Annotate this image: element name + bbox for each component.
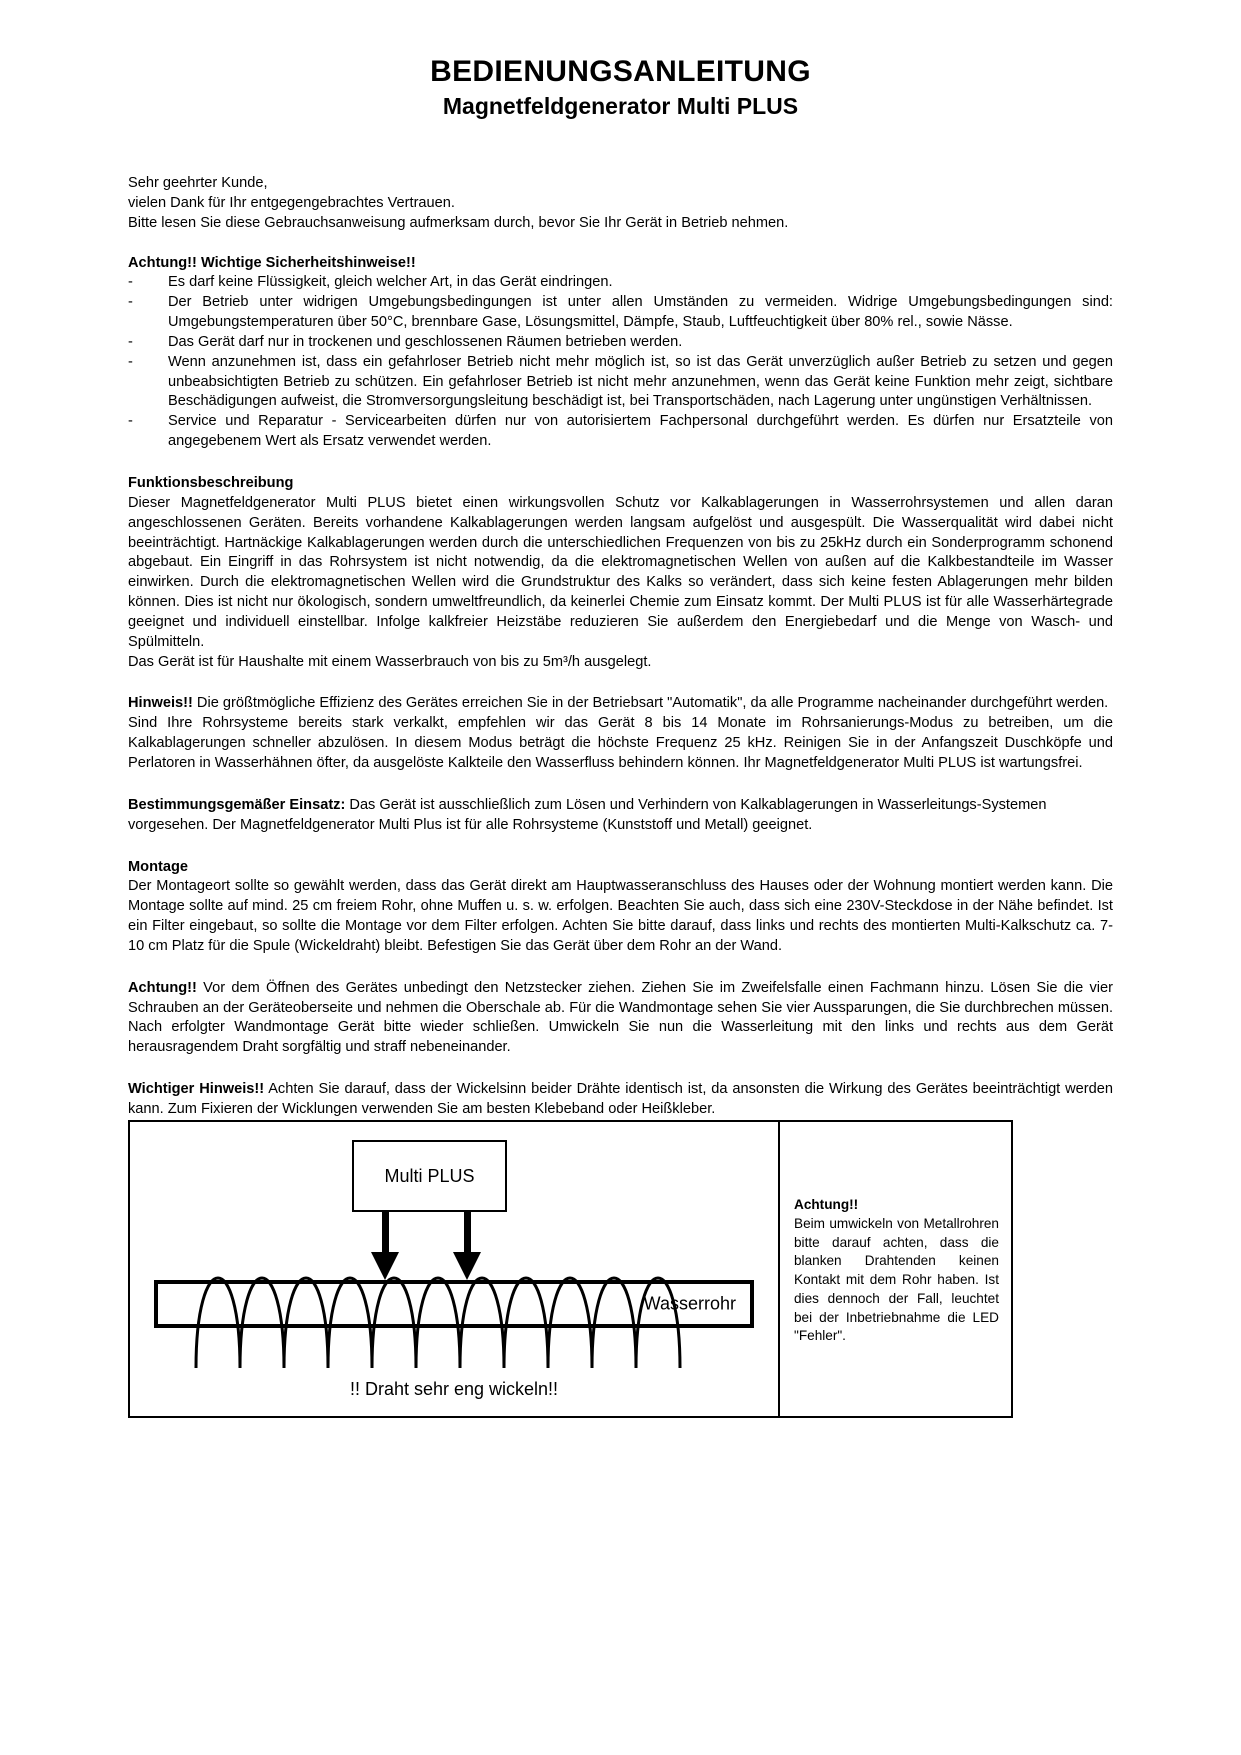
function-description-paragraph-2: Das Gerät ist für Haushalte mit einem Wasserbrauch von bis zu 5m³/h ausgelegt. [128, 653, 652, 670]
hinweis-text: Die größtmögliche Effizienz des Gerätes erreichen Sie in der Betriebsart "Automatik", da alle Programme nacheinander durchgeführt werden. [192, 695, 1109, 712]
achtung-open-device-section [128, 979, 1113, 1058]
list-item [128, 273, 1113, 293]
achtung-open-device-text: Vor dem Öffnen des Gerätes unbedingt den Netzstecker ziehen. Ziehen Sie im Zweifelsfalle einen Fachmann hinzu. Lösen Sie die vier Schrauben an der Geräteoberseite und nehmen die Oberschale ab. Für die Wandmontage sehen Sie vier Aussparungen, die Sie durchbrechen müssen. Nach erfolgter Wandmontage Gerät bitte wieder schließen. Umwickeln Sie nun die Wasserleitung mit den links und rechts aus dem Gerät herausragendem Draht sorgfältig und straff nebeneinander. [128, 979, 1113, 1056]
wichtiger-hinweis-text: Achten Sie darauf, dass der Wickelsinn beider Drähte identisch ist, da ansonsten die Wirkung des Gerätes beeinträchtigt werden kann. Zum Fixieren der Wicklungen verwenden Sie am besten Klebeband oder Heißkleber. [128, 1081, 1113, 1117]
figure-note-title: Achtung!! [794, 1197, 859, 1212]
list-item [128, 412, 1113, 452]
list-item [128, 353, 1113, 413]
list-item [128, 293, 1113, 333]
spacer [128, 234, 1113, 254]
safety-heading: Achtung!! Wichtige Sicherheitshinweise!! [128, 254, 416, 271]
bullet-dash-icon: - [128, 274, 133, 291]
arrow-head [371, 1252, 399, 1280]
spacer [128, 957, 1113, 979]
arrow-stem [382, 1212, 389, 1256]
arrow-head [453, 1252, 481, 1280]
function-description-section [128, 474, 1113, 672]
intro-line-2: vielen Dank für Ihr entgegengebrachtes Vertrauen. [128, 194, 455, 211]
arrow-stem [464, 1212, 471, 1256]
hinweis-section [128, 694, 1113, 773]
pipe-label: Wasserrohr [643, 1293, 736, 1314]
list-item-text: Service und Reparatur - Servicearbeiten dürfen nur von autorisiertem Fachpersonal durchgeführt werden. Es dürfen nur Ersatzteile von angegebenem Wert als Ersatz verwendet werden. [168, 413, 1113, 450]
spacer [128, 774, 1113, 796]
bullet-dash-icon: - [128, 413, 133, 430]
intended-use-section [128, 796, 1113, 836]
intended-use-label: Bestimmungsgemäßer Einsatz: [128, 796, 346, 813]
page-content [128, 0, 1113, 1120]
wire-arrow-right-icon [460, 1212, 474, 1280]
montage-section [128, 858, 1113, 957]
figure-diagram [130, 1122, 780, 1416]
hinweis-paragraph [128, 694, 1113, 714]
installation-figure [128, 1120, 1013, 1418]
figure-caption: !! Draht sehr eng wickeln!! [349, 1379, 559, 1399]
figure-note-body: Beim umwickeln von Metallrohren bitte darauf achten, dass die blanken Drahtenden keinen Kontakt mit dem Rohr haben. Ist dies dennoch der Fall, leuchtet bei der Inbetriebnahme die LED "Fehler". [794, 1215, 999, 1344]
spacer [128, 672, 1113, 694]
montage-paragraph: Der Montageort sollte so gewählt werden, dass das Gerät direkt am Hauptwasseranschluss des Hauses oder der Wohnung montiert werden kann. Die Montage sollte auf mind. 25 cm freiem Rohr, ohne Muffen u. s. w. erfolgen. Beachten Sie auch, dass sich eine 230V-Steckdose in der Nähe befindet. Ist ein Filter eingebaut, so sollte die Montage vor dem Filter erfolgen. Achten Sie bitte darauf, dass links und rechts des montierten Multi-Kalkschutz ca. 7-10 cm Platz für die Spule (Wickeldraht) bleibt. Befestigen Sie das Gerät über dem Rohr an der Wand. [128, 878, 1113, 954]
wire-arrow-left-icon [378, 1212, 392, 1280]
wichtiger-hinweis-paragraph [128, 1080, 1113, 1120]
list-item [128, 333, 1113, 353]
intro-line-3: Bitte lesen Sie diese Gebrauchsanweisung aufmerksam durch, bevor Sie Ihr Gerät in Betrieb nehmen. [128, 214, 789, 231]
bullet-dash-icon: - [128, 294, 133, 311]
function-description-heading: Funktionsbeschreibung [128, 475, 294, 491]
spacer [128, 836, 1113, 858]
intro-line-1: Sehr geehrter Kunde, [128, 175, 268, 192]
wichtiger-hinweis-section [128, 1080, 1113, 1120]
safety-list [128, 273, 1113, 452]
water-pipe [154, 1280, 754, 1328]
page-subtitle: Magnetfeldgenerator Multi PLUS [442, 92, 799, 119]
page-title: BEDIENUNGSANLEITUNG [430, 55, 811, 88]
hinweis-paragraph-2: Sind Ihre Rohrsysteme bereits stark verkalkt, empfehlen wir das Gerät 8 bis 14 Monate im Rohrsanierungs-Modus zu betreiben, um die Kalkablagerungen schneller abzulösen. In diesem Modus beträgt die höchste Frequenz 25 kHz. Reinigen Sie in der Anfangszeit Duschköpfe und Perlatoren in Wasserhähnen öfter, da ausgelöste Kalkteile den Wasserfluss behindern können. Ihr Magnetfeldgenerator Multi PLUS ist wartungsfrei. [128, 715, 1113, 771]
figure-note [780, 1122, 1011, 1416]
list-item-text: Wenn anzunehmen ist, dass ein gefahrloser Betrieb nicht mehr möglich ist, so ist das Gerät unverzüglich außer Betrieb zu setzen und gegen unbeabsichtigten Betrieb zu schützen. Ein gefahrloser Betrieb ist nicht mehr anzunehmen, wenn das Gerät keine Funktion mehr zeigt, sichtbare Beschädigungen aufweist, die Stromversorgungsleitung beschädigt ist, bei Transportschäden, nach Lagerung unter ungünstigen Verhältnissen. [168, 353, 1113, 410]
spacer [128, 452, 1113, 474]
list-item-text: Es darf keine Flüssigkeit, gleich welcher Art, in das Gerät eindringen. [168, 274, 613, 291]
document-body [128, 119, 1113, 1120]
spacer [128, 1058, 1113, 1080]
bullet-dash-icon: - [128, 353, 133, 370]
list-item-text: Der Betrieb unter widrigen Umgebungsbedingungen ist unter allen Umständen zu vermeiden. Widrige Umgebungsbedingungen sind: Umgebungstemperaturen über 50°C, brennbare Gase, Lösungsmittel, Dämpfe, Staub, Luftfeuchtigkeit über 80% rel., sowie Nässe. [168, 294, 1113, 331]
achtung-open-device-paragraph [128, 979, 1113, 1058]
bullet-dash-icon: - [128, 333, 133, 350]
list-item-text: Das Gerät darf nur in trockenen und geschlossenen Räumen betrieben werden. [168, 333, 683, 350]
safety-section [128, 254, 1113, 452]
function-description-paragraph: Dieser Magnetfeldgenerator Multi PLUS bietet einen wirkungsvollen Schutz vor Kalkablagerungen in Wasserrohrsystemen und allen daran angeschlossenen Geräten. Bereits vorhandene Kalkablagerungen werden langsam aufgelöst und ausgespült. Die Wasserqualität wird dabei nicht beeinträchtigt. Hartnäckige Kalkablagerungen werden durch die unterschiedlichen Frequenzen von bis zu 25kHz durch ein Sonderprogramm schonend abgebaut. Ein Eingriff in das Rohrsystem ist nicht notwendig, da die elektromagnetischen Wellen von außen auf die Kalkbestandteile im Wasser einwirken. Durch die elektromagnetischen Wellen wird die Grundstruktur des Kalks so verändert, dass sich keine festen Ablagerungen mehr bilden können. Dies ist nicht nur ökologisch, sondern umweltfreundlich, da keinerlei Chemie zum Einsatz kommt. Der Multi PLUS ist für alle Wasserhärtegrade geeignet und individuell einstellbar. Infolge kalkfreier Heizstäbe reduzieren Sie außerdem den Energiebedarf und die Menge von Wasch- und Spülmitteln. [128, 494, 1113, 650]
intro-block [128, 174, 1113, 234]
montage-heading: Montage [128, 858, 188, 875]
device-label: Multi PLUS [384, 1165, 475, 1186]
hinweis-label: Hinweis!! [128, 695, 193, 712]
intended-use-paragraph [128, 796, 1113, 836]
title-block [128, 0, 1113, 119]
wichtiger-hinweis-label: Wichtiger Hinweis!! [128, 1081, 265, 1098]
device-box [352, 1140, 507, 1212]
achtung-open-device-label: Achtung!! [128, 979, 197, 996]
intended-use-text: Das Gerät ist ausschließlich zum Lösen und Verhindern von Kalkablagerungen in Wasserleitungs-Systemen vorgesehen. Der Magnetfeldgenerator Multi Plus ist für alle Rohrsysteme (Kunststoff und Metall) geeignet. [128, 796, 1047, 833]
